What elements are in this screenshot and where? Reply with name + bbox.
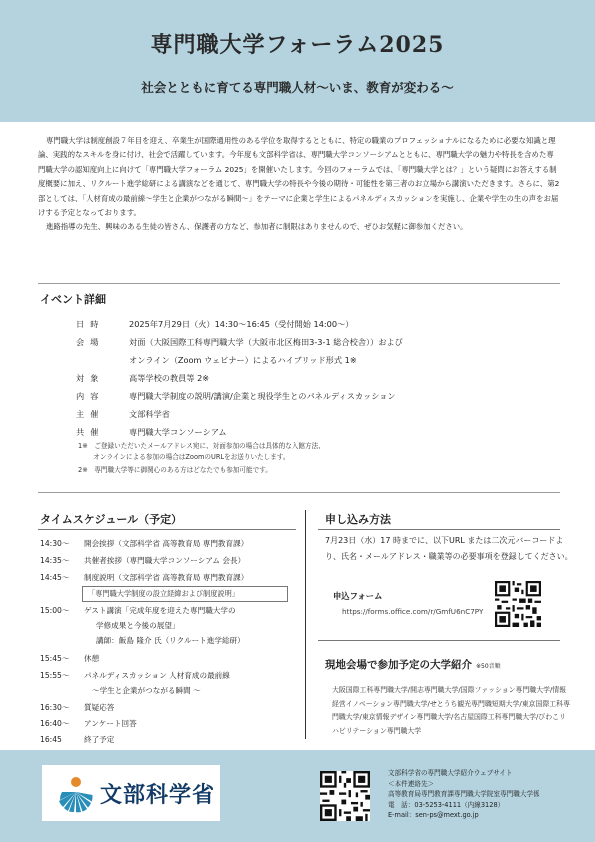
website-qr-code-icon[interactable]: [320, 771, 370, 821]
university-list: 大阪国際工科専門職大学/開志専門職大学/国際ファッション専門職大学/情報経営イノベーション専門職大学/せとうち観光専門職短期大学/東京国際工科専門職大学/東京情報デザイン専門職大学/名古屋国際工科専門職大学/びわこリハビリテーション専門職大学: [332, 686, 570, 735]
footer-line: 文部科学省の専門職大学紹介ウェブサイト: [388, 769, 513, 777]
event-label: 日時: [76, 319, 105, 329]
event-section-title: イベント詳細: [40, 293, 106, 306]
schedule-time: 14:45〜: [40, 573, 70, 582]
event-value: 専門職大学制度の説明/講演/企業と現役学生とのパネルディスカッション: [129, 391, 396, 401]
event-value: 高等学校の教員等 2※: [129, 373, 210, 383]
event-note: オンラインによる参加の場合はZoomのURLをお送りいたします。: [78, 453, 290, 461]
event-label: 主催: [76, 409, 105, 419]
schedule-text: 開会挨拶（文部科学省 高等教育局 専門教育課）: [84, 539, 249, 548]
mext-logo-text: 文部科学省: [100, 782, 216, 808]
schedule-time: 15:00〜: [40, 606, 70, 615]
event-label: 会場: [76, 337, 105, 347]
form-url-link[interactable]: https://forms.office.com/r/GmfU6nC7PY: [342, 607, 484, 616]
page-title: 専門職大学フォーラム2025: [150, 32, 445, 58]
divider: [318, 640, 560, 641]
event-value: オンライン（Zoom ウェビナー）によるハイブリッド形式 1※: [129, 355, 357, 365]
schedule-text: 終了予定: [84, 735, 115, 744]
schedule-time: 14:30〜: [40, 539, 70, 548]
event-value: 文部科学省: [129, 409, 170, 419]
schedule-section-title: タイムスケジュール（予定）: [40, 513, 183, 526]
schedule-subtopic-box: 「専門職大学制度の設立経緯および制度説明」: [82, 586, 288, 602]
divider: [38, 492, 560, 493]
schedule-time: 16:45: [40, 735, 62, 744]
schedule-text: 休憩: [84, 654, 100, 663]
header-banner: [0, 0, 595, 122]
event-note: 2※ 専門職大学等に御関心のある方はどなたでも参加可能です。: [78, 466, 272, 474]
visit-section-title: [325, 657, 501, 672]
qr-code-icon[interactable]: [495, 581, 541, 627]
apply-section-title: 申し込み方法: [325, 513, 391, 526]
schedule-text: 学修成果と今後の展望」: [96, 621, 180, 630]
intro-paragraph: 進路指導の先生、興味のある生徒の皆さん、保護者の方など、参加者に制限はありませんので、ぜひお気軽に御参加ください。: [46, 222, 468, 232]
footer-contact: [388, 768, 540, 821]
schedule-time: 16:40〜: [40, 719, 70, 728]
divider: [318, 529, 560, 530]
schedule-text: パネルディスカッション 人材育成の最前線: [84, 671, 230, 680]
divider: [38, 283, 560, 284]
schedule-text: ゲスト講演「完成年度を迎えた専門職大学の: [84, 606, 236, 615]
form-label: 申込フォーム: [333, 591, 383, 601]
footer-line: 高等教育局専門教育課専門職大学院室専門職大学係: [388, 790, 540, 798]
event-label: 共催: [76, 427, 105, 437]
event-value: 2025年7月29日（火）14:30〜16:45（受付開始 14:00〜）: [129, 319, 354, 329]
schedule-text: アンケート回答: [84, 719, 137, 728]
footer-email[interactable]: E-mail：sen-ps@mext.go.jp: [388, 811, 479, 819]
footer-line: 電 話：03-5253-4111（内線3128）: [388, 800, 505, 809]
schedule-time: 15:55〜: [40, 671, 70, 680]
divider: [38, 529, 296, 530]
apply-instructions: 7月23日（水）17 時までに、以下URL または二次元バーコードより、氏名・メールアドレス・職業等の必要事項を登録してください。: [325, 536, 573, 561]
column-divider: [305, 510, 306, 739]
schedule-text: 共催者挨拶（専門職大学コンソーシアム 会長）: [84, 556, 246, 565]
visit-order-note: ※50音順: [476, 663, 501, 670]
schedule-time: 14:35〜: [40, 556, 70, 565]
intro-text: [38, 134, 560, 235]
schedule-time: 15:45〜: [40, 654, 70, 663]
intro-paragraph: 専門職大学は制度創設７年目を迎え、卒業生が国際通用性のある学位を取得するとともに、特定の職業のプロフェッショナルになるために必要な知識と理論、実践的なスキルを身に付け、社会で活躍しています。今年度も文部科学省は、専門職大学コンソーシアムとともに、専門職大学の魅力や特長を含めた専門職大学の認知度向上に向けて「専門職大学フォーラム 2025」を開催いたします。今回のフォーラムでは、「専門職大学とは？」という疑問にお答えする制度概要に加え、リクルート進学総研による講演などを通じて、専門職大学の特長や今後の期待・可能性を第三者のお立場から講演いただきます。さらに、第2部としては、「人材育成の最前線〜学生と企業がつながる瞬間〜」をテーマに企業と学生によるパネルディスカッションを実施し、企業や学生の生の声をお届けする予定となっております。: [38, 136, 560, 218]
footer-line: ＜本件連絡先＞: [388, 779, 435, 788]
visit-title-text: 現地会場で参加予定の大学紹介: [325, 659, 472, 671]
event-value: 専門職大学コンソーシアム: [129, 427, 227, 437]
schedule-text: 講師：飯島 隆介 氏（リクルート進学総研）: [96, 636, 245, 645]
event-value: 対面（大阪国際工科専門職大学（大阪市北区梅田3-3-1 総合校舎））および: [129, 337, 403, 347]
event-note: 1※ ご登録いただいたメールアドレス宛に、対面参加の場合は具体的な入館方法、: [78, 442, 325, 450]
schedule-text: 制度説明（文部科学省 高等教育局 専門教育課）: [84, 573, 249, 582]
event-label: 内容: [76, 391, 105, 401]
page-subtitle: 社会とともに育てる専門職人材〜いま、教育が変わる〜: [141, 80, 454, 95]
schedule-time: 16:30〜: [40, 703, 70, 712]
schedule-text: 〜学生と企業がつながる瞬間 〜: [92, 686, 201, 695]
mext-emblem-icon: [54, 770, 98, 814]
event-label: 対象: [76, 373, 105, 383]
schedule-text: 質疑応答: [84, 703, 115, 712]
